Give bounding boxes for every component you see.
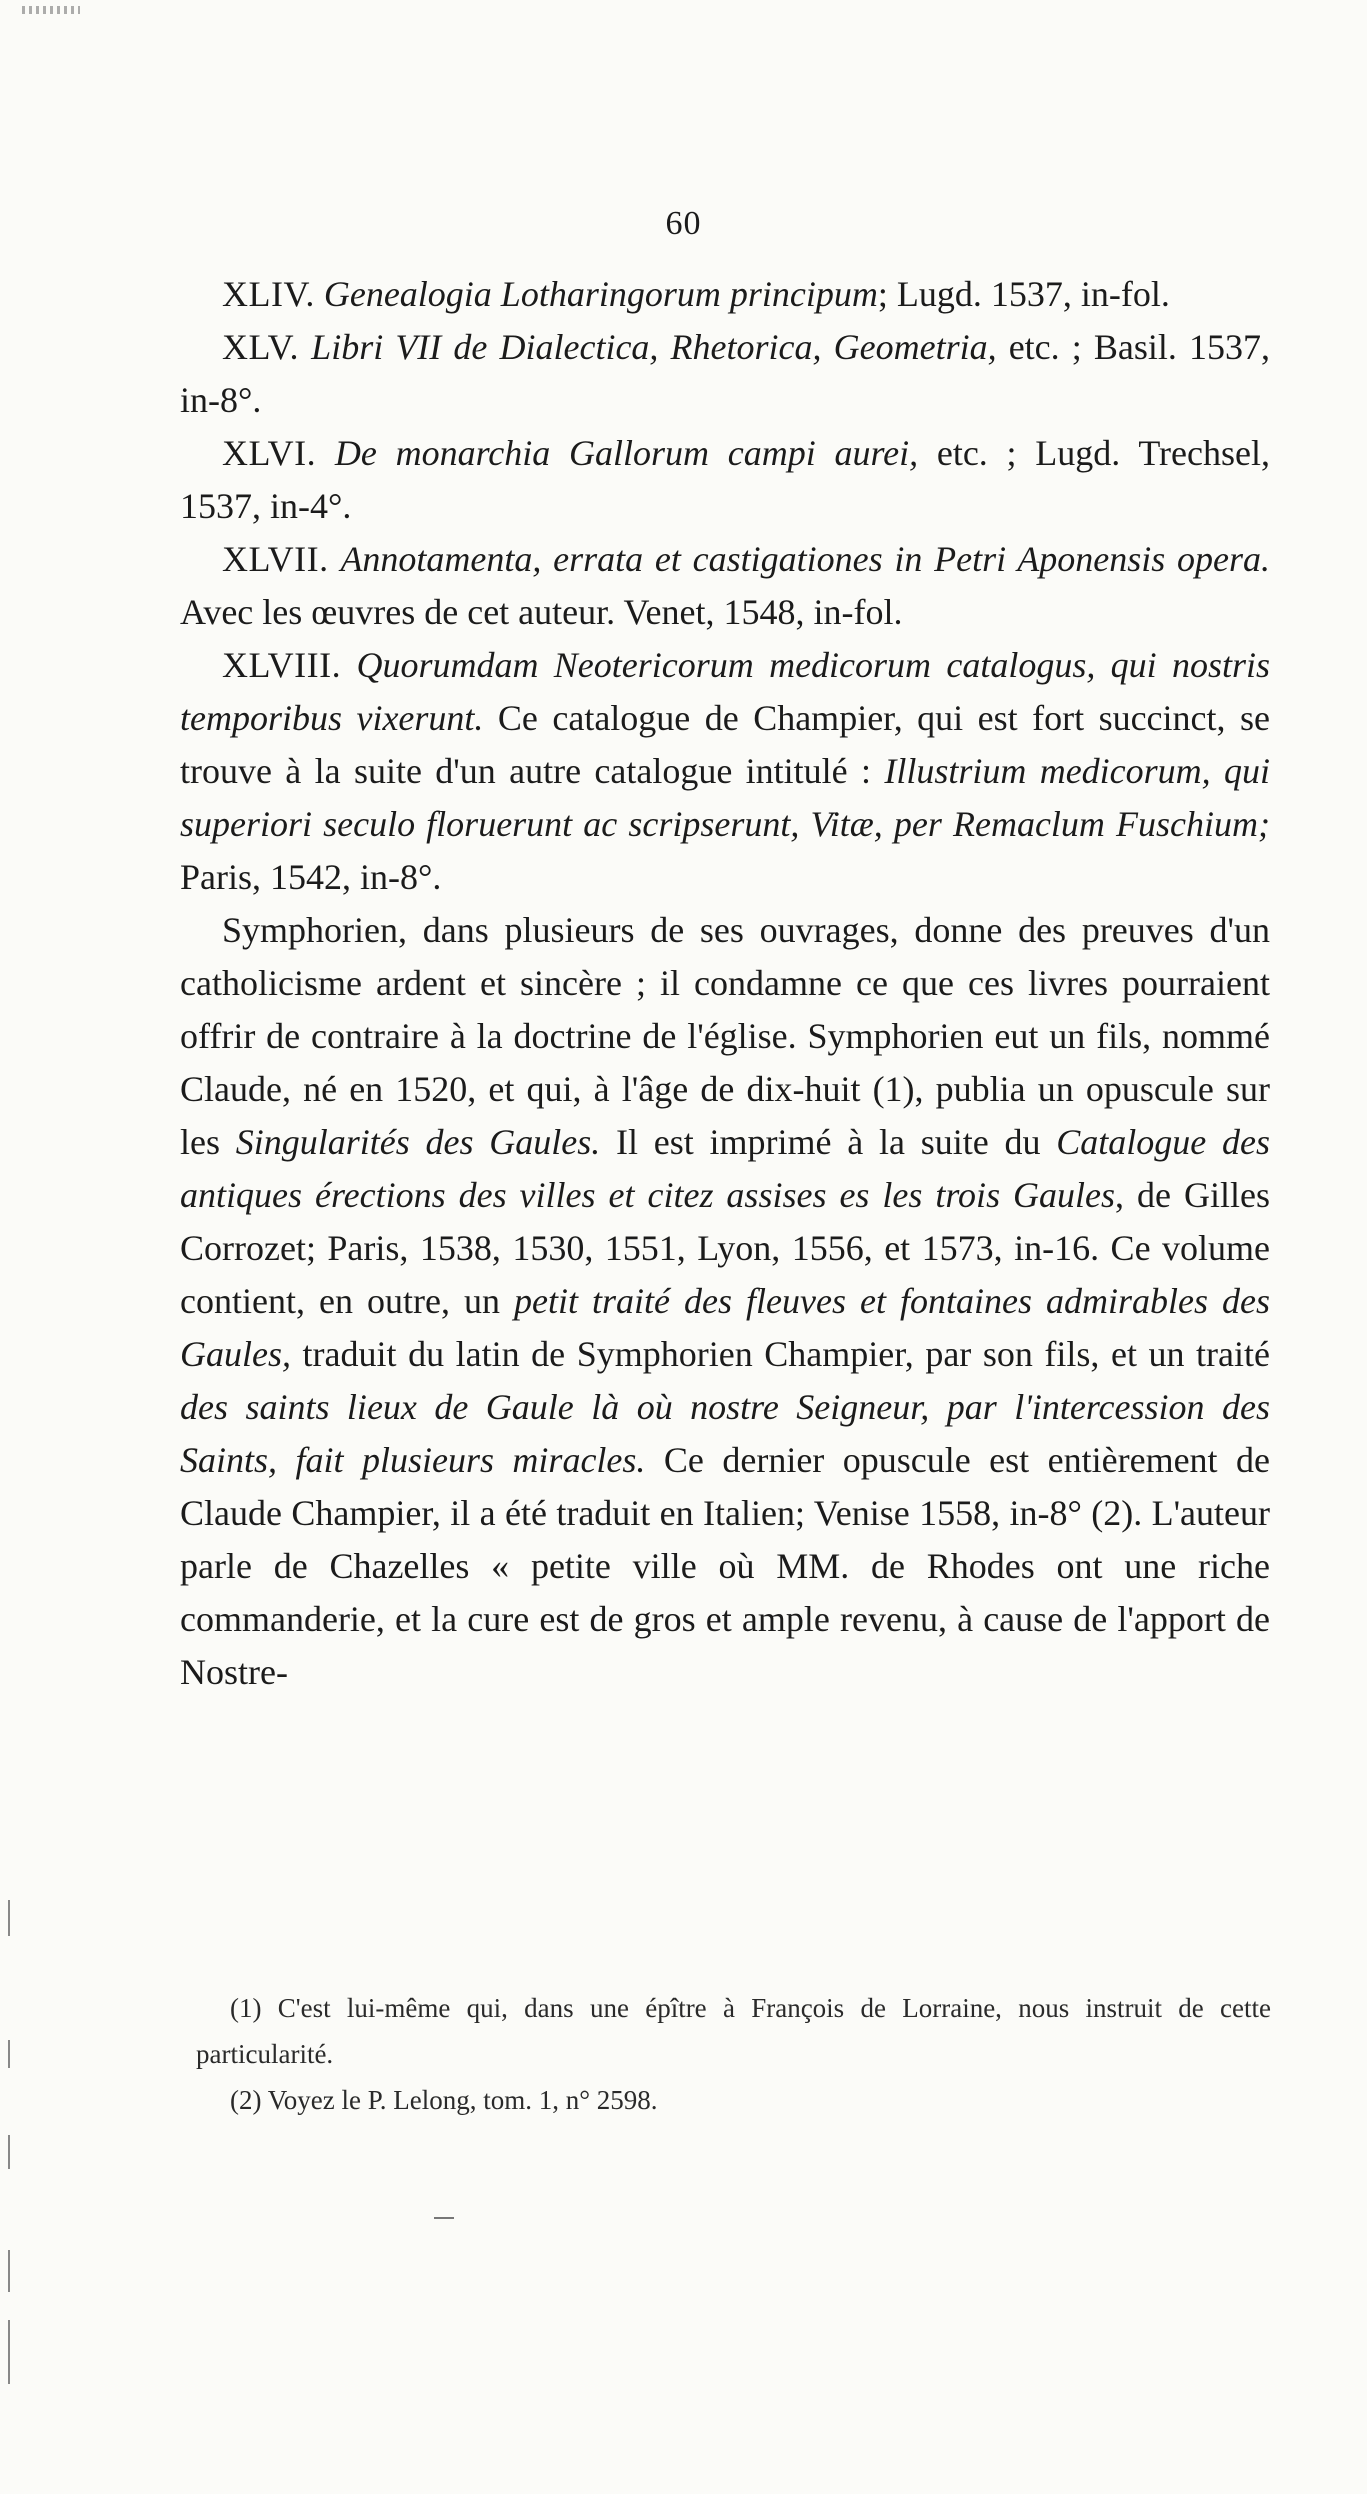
entry-title: De monarchia Gallorum campi aurei, [334, 433, 919, 473]
entry-description: Ce catalogue de Champier, qui est fort succinct, se trouve à la suite d'un autre catalogue intitulé : [180, 698, 1270, 791]
paragraph-text: Ce dernier opuscule est entièrement de Claude Champier, il a été traduit en Italien; Venise 1558, in-8° (2). L'auteur parle de Chazelles « petite ville où MM. de Rhodes ont une riche commanderie, et la cure est de gros et ample revenu, à cause de l'apport de Nostre- [180, 1440, 1270, 1692]
cited-title: Illustrium medicorum, qui superiori seculo floruerunt ac scripserunt, Vitæ, per Remaclum Fuschium; [180, 751, 1271, 844]
paragraph-text: Symphorien, dans plusieurs de ses ouvrages, donne des preuves d'un catholicisme ardent et sincère ; il condamne ce que ces livres pourraient offrir de contraire à la doctrine de l'église. Symphorien eut un fils, nommé Claude, né en 1520, et qui, à l'âge de dix-huit (1), publia un opuscule sur les [180, 910, 1270, 1162]
italic-title: Singularités des Gaules. [235, 1122, 601, 1162]
bibliography-entry-46 [180, 427, 1270, 533]
entry-numeral: XLIV. [222, 274, 315, 314]
entry-details: Paris, 1542, in-8°. [180, 857, 442, 897]
margin-mark [8, 2250, 10, 2292]
bibliography-entry-45 [180, 321, 1270, 427]
entry-details: etc. ; Basil. 1537, in-8°. [180, 327, 1271, 420]
margin-mark [8, 1900, 10, 1936]
entry-title: Quorumdam Neotericorum medicorum catalogus, qui nostris temporibus vixerunt. [180, 645, 1270, 738]
entry-numeral: XLVII. [222, 539, 329, 579]
entry-title: Genealogia Lotharingorum principum [323, 274, 878, 314]
footnote-1: (1) C'est lui-même qui, dans une épître à François de Lorraine, nous instruit de cette particularité. [196, 1993, 1271, 2069]
entry-numeral: XLV. [222, 327, 300, 367]
paragraph-text: , de Gilles Corrozet; Paris, 1538, 1530, 1551, Lyon, 1556, et 1573, in-16. Ce volume contient, en outre, un [180, 1175, 1270, 1321]
italic-title: petit traité des fleuves et fontaines admirables des Gaules, [180, 1281, 1270, 1374]
entry-details: etc. ; Lugd. Trechsel, 1537, in-4°. [180, 433, 1270, 526]
entry-numeral: XLVIII. [222, 645, 342, 685]
margin-mark [8, 2040, 10, 2068]
entry-title: Libri VII de Dialectica, Rhetorica, Geometria, [311, 327, 997, 367]
bibliography-entry-47 [180, 533, 1270, 639]
footnote-2: (2) Voyez le P. Lelong, tom. 1, n° 2598. [230, 2085, 658, 2115]
margin-mark [8, 2135, 10, 2169]
italic-title: Catalogue des antiques érections des villes et citez assises es les trois Gaules [180, 1122, 1271, 1215]
entry-title: Annotamenta, errata et castigationes in Petri Aponensis opera. [340, 539, 1271, 579]
paragraph-text: Il est imprimé à la suite du [600, 1122, 1057, 1162]
entry-details: Avec les œuvres de cet auteur. Venet, 1548, in-fol. [180, 592, 903, 632]
footnotes [196, 1985, 1271, 2123]
main-text [180, 268, 1270, 1699]
italic-title: des saints lieux de Gaule là où nostre Seigneur, par l'intercession des Saints, fait plusieurs miracles. [180, 1387, 1270, 1480]
dash-mark [434, 2217, 454, 2219]
corner-speck [22, 6, 80, 14]
bibliography-entry-44 [180, 268, 1270, 321]
bibliography-entry-48 [180, 639, 1270, 904]
entry-details: ; Lugd. 1537, in-fol. [877, 274, 1170, 314]
paragraph-text: traduit du latin de Symphorien Champier, par son fils, et un traité [291, 1334, 1270, 1374]
entry-numeral: XLVI. [222, 433, 317, 473]
margin-mark [8, 2320, 10, 2384]
page-number: 60 [665, 205, 702, 242]
body-paragraph [180, 904, 1270, 1699]
